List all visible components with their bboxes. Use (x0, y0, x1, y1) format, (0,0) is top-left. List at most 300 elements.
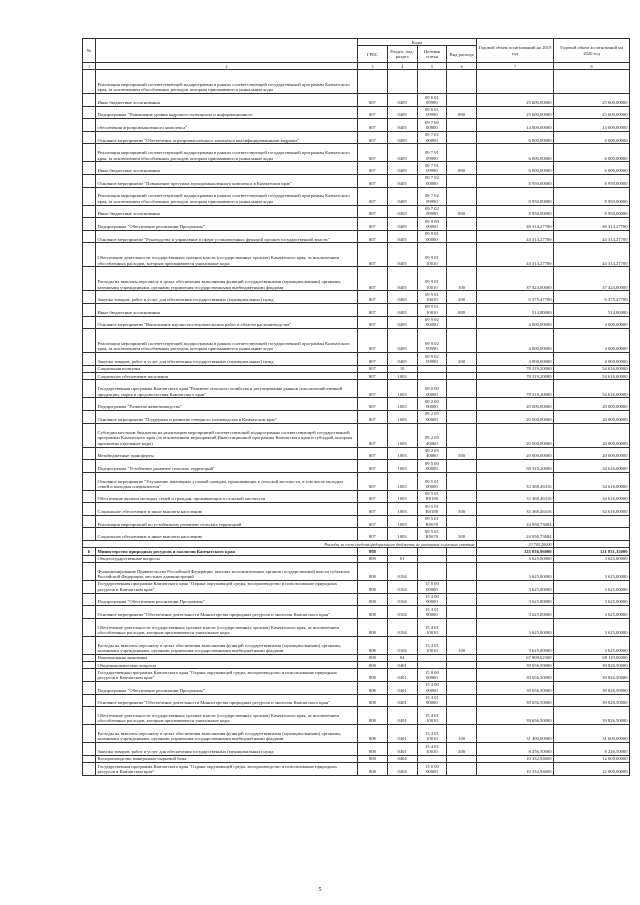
table-row (83, 662, 630, 669)
grbs-cell: 808 (358, 694, 388, 707)
row-name-cell: Государственная программа Камчатского края "Охрана окружающей среды, воспроизводство и использование природных ресурсов в Камчатском крае" (96, 580, 358, 593)
row-name-cell: Реализация мероприятий соответствующей подпрограммы в рамках соответствующей государственной программы Камчатского края, за исключением обособленных расходов, которым присваиваются уникальные коды (96, 144, 358, 162)
volume-2019-cell: 125 036,96000 (477, 548, 554, 555)
row-name-cell: Иные бюджетные ассигнования (96, 94, 358, 107)
volume-2020-cell: 3 625,00000 (554, 618, 630, 636)
volume-2019-cell: 58 319,20000 (477, 460, 554, 473)
table-row (83, 472, 630, 490)
section-cell: 10 (387, 365, 417, 372)
grbs-cell: 808 (358, 606, 388, 619)
grbs-cell: 808 (358, 562, 388, 580)
row-number-cell (83, 316, 96, 329)
section-cell: 0405 (387, 174, 417, 187)
table-row (83, 174, 630, 187)
volume-2019-cell: 78 319,20000 (477, 365, 554, 372)
volume-2020-cell: 6 375,47700 (554, 291, 630, 304)
row-number-cell (83, 230, 96, 243)
row-name-cell: Обеспечение деятельности государственных органов власти (государственных органов) Камчатского края, за исключением обособленных расходов, которым присваиваются уникальные коды (96, 707, 358, 725)
row-number-cell (83, 162, 96, 175)
volume-2020-cell: 8 950,00000 (554, 174, 630, 187)
target-article-cell: 09 9 00 00000 (417, 218, 447, 231)
volume-2019-cell: 67 908,62300 (477, 654, 554, 661)
grbs-cell: 807 (358, 119, 388, 132)
ministry-row (83, 548, 630, 555)
column-number: 3 (358, 63, 388, 70)
row-name-cell: Иные бюджетные ассигнования (96, 303, 358, 316)
grbs-cell: 808 (358, 707, 388, 725)
target-article-cell: 15 4 01 10010 (417, 725, 447, 743)
volume-2020-cell: 48 314,27700 (554, 218, 630, 231)
row-number-cell (83, 606, 96, 619)
volume-2019-cell: 20 000,00000 (477, 398, 554, 411)
section-cell: 1003 (387, 447, 417, 460)
volume-2019-cell: 23 705,20000 (477, 541, 554, 548)
row-name-cell: Социальное обеспечение и иные выплаты населению (96, 503, 358, 516)
expense-type-cell (447, 669, 477, 682)
volume-2020-cell (554, 515, 630, 528)
row-number-cell (83, 503, 96, 516)
table-row (83, 694, 630, 707)
grbs-cell: 807 (358, 187, 388, 205)
row-number-cell (83, 243, 96, 267)
table-row (83, 763, 630, 776)
volume-2019-cell: 8 256,50000 (477, 743, 554, 756)
volume-2019-cell: 39 656,50000 (477, 694, 554, 707)
volume-2020-cell: 34 616,00000 (554, 472, 630, 490)
table-row (83, 460, 630, 473)
volume-2019-cell: 3 625,00000 (477, 555, 554, 562)
section-cell: 0104 (387, 618, 417, 636)
header-grbs: ГРБС (358, 46, 388, 63)
volume-2019-cell: 4 000,00000 (477, 353, 554, 366)
table-row (83, 162, 630, 175)
row-number-cell (83, 380, 96, 398)
expense-type-cell: 300 (447, 503, 477, 516)
row-number-cell (83, 528, 96, 541)
table-row (83, 503, 630, 516)
header-volume-1: Годовой объем ассигнований на 2019 год (477, 39, 554, 63)
volume-2020-cell: 12 000,00000 (554, 755, 630, 762)
table-row (83, 131, 630, 144)
table-row (83, 562, 630, 580)
table-row (83, 303, 630, 316)
section-cell: 0405 (387, 119, 417, 132)
volume-2020-cell: 39 826,50000 (554, 707, 630, 725)
volume-2019-cell: 3 625,00000 (477, 562, 554, 580)
target-article-cell: 09 5 00 00000 (417, 460, 447, 473)
column-number: 5 (417, 63, 447, 70)
row-name-cell: Основное мероприятие "Руководство и управление в сфере установленных функций органов государственной власти" (96, 230, 358, 243)
row-name-cell: Основное мероприятие "Поддержка и развитие северного оленеводства в Камчатском крае" (96, 410, 358, 423)
section-cell: 0405 (387, 94, 417, 107)
row-name-cell: Обеспечение жильем молодых семей и граждан, проживающих в сельской местности (96, 490, 358, 503)
column-number: 8 (554, 63, 630, 70)
row-name-cell: Обеспечение деятельности государственных органов власти (государственных органов) Камчатского края, за исключением обособленных расходов, которым присваиваются уникальные коды (96, 243, 358, 267)
grbs-cell: 807 (358, 218, 388, 231)
expense-type-cell (447, 681, 477, 694)
section-cell: 04 (387, 654, 417, 661)
row-name-cell: Основное мероприятие "Повышение престижа агропромышленного комплекса в Камчатском крае" (96, 174, 358, 187)
row-number-cell (83, 580, 96, 593)
grbs-cell: 807 (358, 490, 388, 503)
grbs-cell: 807 (358, 267, 388, 291)
section-cell: 0405 (387, 144, 417, 162)
grbs-cell: 808 (358, 555, 388, 562)
expense-type-cell (447, 460, 477, 473)
row-number-cell (83, 205, 96, 218)
expense-type-cell (447, 174, 477, 187)
row-name-cell: Основное мероприятие "Обеспечение деятельности Министерства природных ресурсов и экологии Камчатского края" (96, 606, 358, 619)
volume-2019-cell: 39 656,50000 (477, 662, 554, 669)
target-article-cell: 15 0 00 00000 (417, 763, 447, 776)
row-name-cell: Иные бюджетные ассигнования (96, 205, 358, 218)
expense-type-cell (447, 131, 477, 144)
row-number-cell (83, 618, 96, 636)
volume-2019-cell: 8 950,00000 (477, 187, 554, 205)
table-row (83, 528, 630, 541)
volume-2019-cell: 31 400,00000 (477, 725, 554, 743)
row-number-cell (83, 755, 96, 762)
grbs-cell: 808 (358, 743, 388, 756)
row-number-cell (83, 472, 96, 490)
row-number-cell (83, 707, 96, 725)
expense-type-cell (447, 94, 477, 107)
volume-2019-cell: 8 950,00000 (477, 174, 554, 187)
row-number-cell (83, 365, 96, 372)
row-name-cell: Министерство природных ресурсов и экологии Камчатского края (96, 548, 358, 555)
row-name-cell: Закупка товаров, работ и услуг для обеспечения государственных (муниципальных) нужд (96, 291, 358, 304)
grbs-cell: 807 (358, 144, 388, 162)
grbs-cell: 808 (358, 654, 388, 661)
section-cell: 0401 (387, 725, 417, 743)
volume-2019-cell: 33 368,46316 (477, 472, 554, 490)
row-name-cell: Основное мероприятие "Обеспечение деятельности Министерства природных ресурсов и экологии Камчатского края" (96, 694, 358, 707)
volume-2019-cell: 39 656,50000 (477, 707, 554, 725)
expense-type-cell (447, 472, 477, 490)
row-name-cell: Основное мероприятие "Обеспечение агропромышленного комплекса квалифицированными кадрами" (96, 131, 358, 144)
row-name-cell: Основное мероприятие "Выполнение научно-исследовательских работ в области растениеводства" (96, 316, 358, 329)
expense-type-cell: 200 (447, 743, 477, 756)
grbs-cell: 807 (358, 460, 388, 473)
section-cell: 0404 (387, 755, 417, 762)
section-cell: 1003 (387, 380, 417, 398)
expense-type-cell (447, 410, 477, 423)
volume-2020-cell (554, 528, 630, 541)
table-row (83, 580, 630, 593)
expense-type-cell (447, 243, 477, 267)
grbs-cell: 807 (358, 423, 388, 447)
volume-2020-cell: 39 826,50000 (554, 681, 630, 694)
section-cell: 0104 (387, 593, 417, 606)
row-number-cell (83, 373, 96, 380)
row-number-cell (83, 131, 96, 144)
table-row (83, 410, 630, 423)
section-cell: 1003 (387, 515, 417, 528)
grbs-cell: 807 (358, 131, 388, 144)
header-codes: Коды (358, 39, 477, 46)
row-number-cell (83, 291, 96, 304)
section-cell: 0405 (387, 316, 417, 329)
volume-2020-cell: 20 000,00000 (554, 447, 630, 460)
header-volume-2: Годовой объем ассигнований на 2020 год (554, 39, 630, 63)
section-cell: 0104 (387, 606, 417, 619)
column-number: 6 (447, 63, 477, 70)
target-article-cell: 15 4 01 10010 (417, 707, 447, 725)
row-name-cell: Функционирование Правительства Российской Федерации, высших исполнительных органов государственной власти субъектов Российской Федерации, местных администраций (96, 562, 358, 580)
section-cell: 0404 (387, 763, 417, 776)
grbs-cell: 807 (358, 205, 388, 218)
expense-type-cell (447, 218, 477, 231)
target-article-cell: 09 5 01 R5670 (417, 528, 447, 541)
expense-type-cell: 500 (447, 447, 477, 460)
row-name-cell: Обеспечение деятельности государственных органов власти (государственных органов) Камчатского края, за исключением обособленных расходов, которым присваиваются уникальные коды (96, 618, 358, 636)
target-article-cell (417, 755, 447, 762)
grbs-cell: 808 (358, 669, 388, 682)
grbs-cell: 807 (358, 106, 388, 119)
volume-2020-cell: 14 000,00000 (554, 119, 630, 132)
target-article-cell: 09 5 01 R0180 (417, 490, 447, 503)
volume-2020-cell: 34 616,00000 (554, 503, 630, 516)
table-row (83, 636, 630, 654)
section-cell: 0401 (387, 681, 417, 694)
column-number: 1 (83, 63, 96, 70)
row-number-cell (83, 398, 96, 411)
volume-2019-cell: 33 368,46316 (477, 503, 554, 516)
header-expense-type: Вид расхода (447, 46, 477, 63)
volume-2019-cell: 10 332,94600 (477, 755, 554, 762)
grbs-cell: 808 (358, 636, 388, 654)
grbs-cell: 807 (358, 353, 388, 366)
table-row (83, 119, 630, 132)
table-row (83, 144, 630, 162)
volume-2020-cell: 54 616,00000 (554, 380, 630, 398)
volume-2019-cell: 6 000,00000 (477, 144, 554, 162)
row-number-cell (83, 106, 96, 119)
volume-2019-cell: 25 600,00000 (477, 106, 554, 119)
row-number-cell (83, 329, 96, 353)
volume-2019-cell: 3 625,00000 (477, 606, 554, 619)
volume-2020-cell: 44 314,27700 (554, 243, 630, 267)
row-number-cell (83, 694, 96, 707)
table-row (83, 373, 630, 380)
section-cell: 0104 (387, 580, 417, 593)
row-name-cell: Расходы на выплаты персоналу в целях обеспечения выполнения функций государственными (муниципальными) органами, казенными учреждениями, органами управления государственными внебюджетными фондами (96, 636, 358, 654)
section-cell: 0401 (387, 694, 417, 707)
target-article-cell: 09 9 02 09990 (417, 329, 447, 353)
grbs-cell: 808 (358, 618, 388, 636)
row-number-cell (83, 119, 96, 132)
column-number: 2 (96, 63, 358, 70)
row-number-cell (83, 562, 96, 580)
row-name-cell: Подпрограмма "Обеспечение реализации Программы" (96, 593, 358, 606)
target-article-cell: 09 5 01 R0180 (417, 503, 447, 516)
volume-2019-cell: 39 656,50000 (477, 681, 554, 694)
section-cell: 1003 (387, 410, 417, 423)
volume-2019-cell: 6 000,00000 (477, 162, 554, 175)
target-article-cell: 09 2 05 40060 (417, 423, 447, 447)
grbs-cell: 807 (358, 398, 388, 411)
table-row (83, 618, 630, 636)
expense-type-cell (447, 119, 477, 132)
grbs-cell: 808 (358, 580, 388, 593)
volume-2020-cell: 3 625,00000 (554, 562, 630, 580)
volume-2020-cell: 6 000,00000 (554, 162, 630, 175)
row-name-cell: Субсидии местным бюджетам на реализацию мероприятий соответствующей подпрограммы соответствующей государственной программы Камчатского края (за исключением мероприятий Инвестиционной программы Камчатского края и субсидий, которым присвоены отдельные коды) (96, 423, 358, 447)
section-cell: 1003 (387, 373, 417, 380)
row-name-cell: Реализация мероприятий по устойчивому развитию сельских территорий (96, 515, 358, 528)
section-cell (387, 70, 417, 94)
section-cell: 0401 (387, 669, 417, 682)
volume-2020-cell: 39 826,50000 (554, 669, 630, 682)
column-number: 7 (477, 63, 554, 70)
volume-2020-cell: 25 600,00000 (554, 94, 630, 107)
volume-2020-cell: 4 000,00000 (554, 329, 630, 353)
volume-2019-cell: 3 625,00000 (477, 580, 554, 593)
row-name-cell: Реализация мероприятий соответствующей подпрограммы в рамках соответствующей государственной программы Камчатского края, за исключением обособленных расходов, которым присваиваются уникальные коды (96, 329, 358, 353)
volume-2019-cell: 3 625,00000 (477, 618, 554, 636)
target-article-cell: 15 0 00 00000 (417, 669, 447, 682)
grbs-cell: 807 (358, 447, 388, 460)
volume-2019-cell: 6 000,00000 (477, 131, 554, 144)
volume-2019-cell: 4 000,00000 (477, 316, 554, 329)
table-row (83, 398, 630, 411)
row-number-cell (83, 174, 96, 187)
volume-2020-cell (554, 70, 630, 94)
grbs-cell: 808 (358, 763, 388, 776)
volume-2020-cell (554, 541, 630, 548)
row-name-cell: Подпрограмма "Развитие животноводства" (96, 398, 358, 411)
section-cell: 0405 (387, 329, 417, 353)
row-number-cell (83, 410, 96, 423)
table-row (83, 243, 630, 267)
volume-2020-cell: 6 000,00000 (554, 131, 630, 144)
volume-2019-cell: 44 314,27700 (477, 243, 554, 267)
expense-type-cell: 800 (447, 106, 477, 119)
section-cell: 1003 (387, 398, 417, 411)
volume-2020-cell: 121 831,35000 (554, 548, 630, 555)
table-row (83, 725, 630, 743)
expense-type-cell (447, 373, 477, 380)
volume-2020-cell: 44 314,27700 (554, 230, 630, 243)
expense-type-cell (447, 230, 477, 243)
row-name-cell: Воспроизводство минерально-сырьевой базы (96, 755, 358, 762)
expense-type-cell (447, 580, 477, 593)
table-row (83, 291, 630, 304)
table-row (83, 205, 630, 218)
target-article-cell (417, 548, 447, 555)
volume-2019-cell: 37 424,00000 (477, 267, 554, 291)
table-row (83, 187, 630, 205)
target-article-cell: 09 7 02 09990 (417, 205, 447, 218)
row-name-cell: Основное мероприятие "Улучшение жилищных условий граждан, проживающих в сельской местности, в том числе молодых семей и молодых специалистов" (96, 472, 358, 490)
target-article-cell (417, 70, 447, 94)
expense-type-cell (447, 380, 477, 398)
table-row (83, 555, 630, 562)
section-cell: 0405 (387, 267, 417, 291)
header-name (96, 39, 358, 63)
volume-2019-cell: 20 000,00000 (477, 423, 554, 447)
section-cell: 0405 (387, 162, 417, 175)
volume-2020-cell: 20 000,00000 (554, 423, 630, 447)
table-row (83, 755, 630, 762)
expense-type-cell: 800 (447, 162, 477, 175)
table-row (83, 230, 630, 243)
header-target-article: Целевая статья (417, 46, 447, 63)
row-number-cell (83, 187, 96, 205)
expense-type-cell (447, 593, 477, 606)
target-article-cell: 09 9 01 00000 (417, 230, 447, 243)
volume-2020-cell: 34 616,00000 (554, 460, 630, 473)
grbs-cell: 807 (358, 329, 388, 353)
target-article-cell (417, 555, 447, 562)
volume-2019-cell: 39 656,50000 (477, 669, 554, 682)
row-name-cell: Подпрограмма "Обеспечение реализации Программы" (96, 218, 358, 231)
table-row (83, 490, 630, 503)
row-number-cell (83, 636, 96, 654)
volume-2019-cell: 20 000,00000 (477, 410, 554, 423)
note-text: Расходы за счет средств федерального бюджета, не указанных в целевых статьях (83, 541, 477, 548)
expense-type-cell (447, 316, 477, 329)
column-number: 4 (387, 63, 417, 70)
section-cell: 1003 (387, 528, 417, 541)
section-cell: 0405 (387, 106, 417, 119)
table-body (83, 70, 630, 776)
row-number-cell (83, 303, 96, 316)
target-article-cell: 15 4 01 00000 (417, 606, 447, 619)
table-row (83, 606, 630, 619)
volume-2019-cell: 14 000,00000 (477, 119, 554, 132)
row-number-cell (83, 218, 96, 231)
volume-2019-cell: 6 375,47700 (477, 291, 554, 304)
row-number-cell (83, 725, 96, 743)
volume-2020-cell: 3 625,00000 (554, 606, 630, 619)
table-row (83, 106, 630, 119)
expense-type-cell (447, 662, 477, 669)
target-article-cell (417, 365, 447, 372)
section-cell: 1003 (387, 490, 417, 503)
target-article-cell: 09 7 01 09990 (417, 162, 447, 175)
row-number-cell (83, 267, 96, 291)
row-name-cell: Подпрограмма "Повышение уровня кадрового потенциала и информационного (96, 106, 358, 119)
expense-type-cell: 200 (447, 353, 477, 366)
row-name-cell: Социальная политика (96, 365, 358, 372)
row-number-cell: 6 (83, 548, 96, 555)
row-number-cell (83, 144, 96, 162)
row-number-cell (83, 70, 96, 94)
expense-type-cell (447, 329, 477, 353)
grbs-cell: 808 (358, 662, 388, 669)
row-name-cell: Общеэкономические вопросы (96, 662, 358, 669)
volume-2019-cell: 78 319,20000 (477, 380, 554, 398)
volume-2019-cell: 3 625,00000 (477, 593, 554, 606)
volume-2020-cell: 39 826,50000 (554, 662, 630, 669)
row-number-cell (83, 423, 96, 447)
section-cell (387, 548, 417, 555)
target-article-cell: 09 7 02 00000 (417, 174, 447, 187)
expense-type-cell (447, 70, 477, 94)
target-article-cell: 09 9 01 10010 (417, 291, 447, 304)
grbs-cell: 807 (358, 316, 388, 329)
section-cell: 01 (387, 555, 417, 562)
row-number-cell (83, 669, 96, 682)
grbs-cell: 807 (358, 291, 388, 304)
section-cell: 1003 (387, 423, 417, 447)
row-name-cell: Социальное обеспечение и иные выплаты населению (96, 528, 358, 541)
expense-type-cell (447, 144, 477, 162)
row-number-cell (83, 490, 96, 503)
volume-2020-cell: 4 000,00000 (554, 316, 630, 329)
grbs-cell: 807 (358, 503, 388, 516)
